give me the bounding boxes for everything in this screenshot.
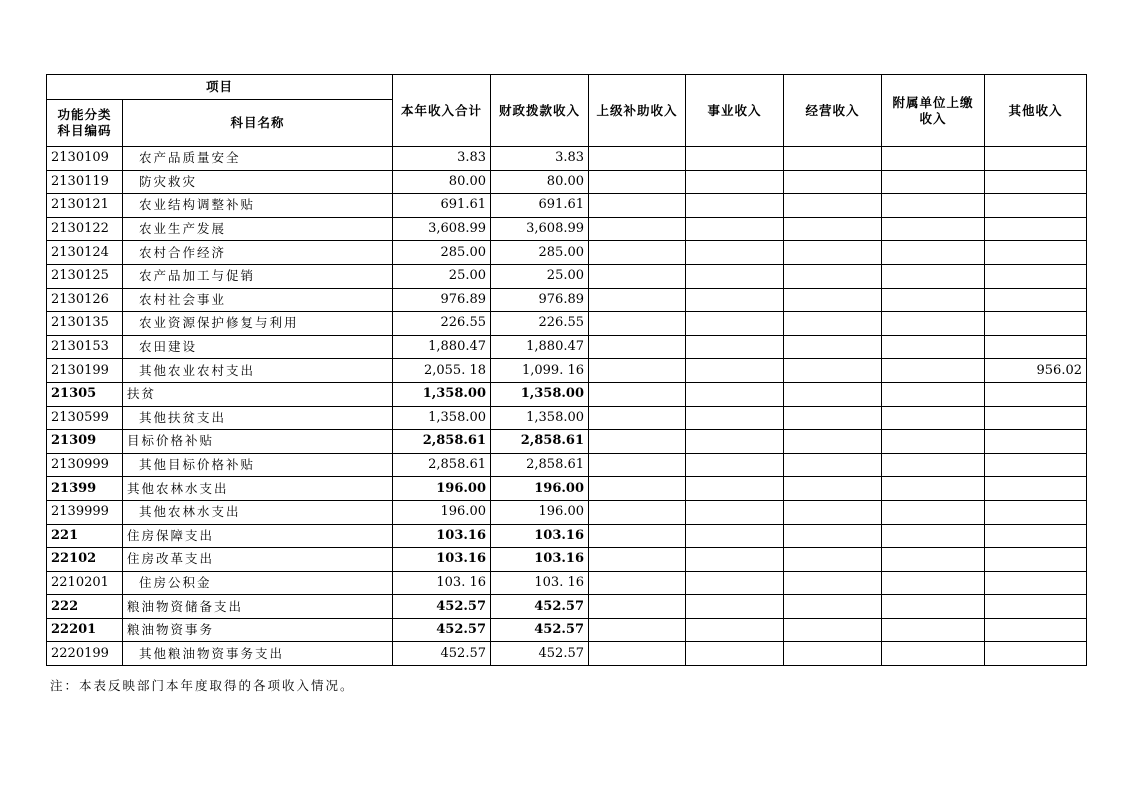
cell-upper-subsidy xyxy=(589,147,686,171)
cell-operating-revenue xyxy=(784,595,882,619)
cell-subject-name: 住房保障支出 xyxy=(123,524,393,548)
cell-business-revenue xyxy=(686,430,784,454)
cell-upper-subsidy xyxy=(589,241,686,265)
cell-upper-subsidy xyxy=(589,524,686,548)
cell-affiliate-remittance xyxy=(882,382,985,406)
cell-total-revenue: 452.57 xyxy=(393,595,491,619)
cell-total-revenue: 2,858.61 xyxy=(393,430,491,454)
table-row xyxy=(47,548,1087,572)
header-affiliate-remittance: 附属单位上缴收入 xyxy=(882,75,985,147)
cell-operating-revenue xyxy=(784,147,882,171)
cell-fiscal-appropriation: 103.16 xyxy=(491,524,589,548)
cell-function-code: 2130126 xyxy=(47,288,123,312)
cell-total-revenue: 452.57 xyxy=(393,642,491,666)
cell-function-code: 2139999 xyxy=(47,500,123,524)
cell-other-revenue xyxy=(985,500,1087,524)
table-row xyxy=(47,453,1087,477)
header-operating-revenue: 经营收入 xyxy=(784,75,882,147)
cell-other-revenue xyxy=(985,430,1087,454)
header-total-revenue: 本年收入合计 xyxy=(393,75,491,147)
table-row xyxy=(47,312,1087,336)
cell-business-revenue xyxy=(686,382,784,406)
table-row xyxy=(47,430,1087,454)
cell-business-revenue xyxy=(686,571,784,595)
table-row xyxy=(47,241,1087,265)
cell-total-revenue: 285.00 xyxy=(393,241,491,265)
cell-other-revenue xyxy=(985,335,1087,359)
cell-affiliate-remittance xyxy=(882,147,985,171)
cell-operating-revenue xyxy=(784,642,882,666)
cell-business-revenue xyxy=(686,241,784,265)
cell-upper-subsidy xyxy=(589,217,686,241)
cell-business-revenue xyxy=(686,194,784,218)
table-row xyxy=(47,406,1087,430)
header-subject-name: 科目名称 xyxy=(123,100,393,147)
cell-function-code: 2130109 xyxy=(47,147,123,171)
cell-subject-name: 其他农林水支出 xyxy=(123,500,393,524)
cell-operating-revenue xyxy=(784,264,882,288)
cell-upper-subsidy xyxy=(589,170,686,194)
cell-affiliate-remittance xyxy=(882,217,985,241)
cell-operating-revenue xyxy=(784,430,882,454)
cell-business-revenue xyxy=(686,618,784,642)
cell-operating-revenue xyxy=(784,335,882,359)
cell-fiscal-appropriation: 452.57 xyxy=(491,618,589,642)
cell-business-revenue xyxy=(686,406,784,430)
cell-business-revenue xyxy=(686,147,784,171)
cell-function-code: 2130125 xyxy=(47,264,123,288)
cell-function-code: 2130599 xyxy=(47,406,123,430)
cell-subject-name: 住房公积金 xyxy=(123,571,393,595)
table-row xyxy=(47,335,1087,359)
cell-other-revenue xyxy=(985,382,1087,406)
cell-business-revenue xyxy=(686,335,784,359)
cell-other-revenue xyxy=(985,264,1087,288)
cell-subject-name: 防灾救灾 xyxy=(123,170,393,194)
table-row xyxy=(47,524,1087,548)
cell-other-revenue xyxy=(985,642,1087,666)
table-row xyxy=(47,382,1087,406)
cell-upper-subsidy xyxy=(589,430,686,454)
table-row xyxy=(47,359,1087,383)
cell-other-revenue xyxy=(985,571,1087,595)
cell-total-revenue: 976.89 xyxy=(393,288,491,312)
cell-other-revenue: 956.02 xyxy=(985,359,1087,383)
cell-business-revenue xyxy=(686,500,784,524)
cell-fiscal-appropriation: 2,858.61 xyxy=(491,453,589,477)
cell-subject-name: 农村合作经济 xyxy=(123,241,393,265)
table-row xyxy=(47,288,1087,312)
cell-fiscal-appropriation: 25.00 xyxy=(491,264,589,288)
cell-business-revenue xyxy=(686,359,784,383)
cell-affiliate-remittance xyxy=(882,595,985,619)
cell-fiscal-appropriation: 1,358.00 xyxy=(491,382,589,406)
cell-upper-subsidy xyxy=(589,453,686,477)
cell-function-code: 221 xyxy=(47,524,123,548)
cell-affiliate-remittance xyxy=(882,335,985,359)
cell-operating-revenue xyxy=(784,571,882,595)
cell-operating-revenue xyxy=(784,359,882,383)
cell-affiliate-remittance xyxy=(882,524,985,548)
cell-other-revenue xyxy=(985,524,1087,548)
table-row xyxy=(47,618,1087,642)
cell-upper-subsidy xyxy=(589,595,686,619)
cell-total-revenue: 452.57 xyxy=(393,618,491,642)
cell-subject-name: 其他扶贫支出 xyxy=(123,406,393,430)
cell-operating-revenue xyxy=(784,524,882,548)
cell-total-revenue: 2,858.61 xyxy=(393,453,491,477)
cell-function-code: 2130122 xyxy=(47,217,123,241)
cell-other-revenue xyxy=(985,477,1087,501)
header-project: 项目 xyxy=(47,75,393,100)
cell-subject-name: 其他目标价格补贴 xyxy=(123,453,393,477)
cell-fiscal-appropriation: 1,880.47 xyxy=(491,335,589,359)
table-row xyxy=(47,477,1087,501)
cell-operating-revenue xyxy=(784,477,882,501)
cell-other-revenue xyxy=(985,406,1087,430)
cell-fiscal-appropriation: 2,858.61 xyxy=(491,430,589,454)
cell-other-revenue xyxy=(985,618,1087,642)
header-fiscal-appropriation: 财政拨款收入 xyxy=(491,75,589,147)
cell-business-revenue xyxy=(686,642,784,666)
cell-business-revenue xyxy=(686,477,784,501)
cell-fiscal-appropriation: 452.57 xyxy=(491,595,589,619)
cell-upper-subsidy xyxy=(589,382,686,406)
cell-upper-subsidy xyxy=(589,500,686,524)
cell-total-revenue: 3,608.99 xyxy=(393,217,491,241)
cell-business-revenue xyxy=(686,217,784,241)
table-row xyxy=(47,642,1087,666)
cell-upper-subsidy xyxy=(589,406,686,430)
cell-function-code: 2210201 xyxy=(47,571,123,595)
cell-fiscal-appropriation: 226.55 xyxy=(491,312,589,336)
cell-affiliate-remittance xyxy=(882,264,985,288)
cell-business-revenue xyxy=(686,288,784,312)
cell-subject-name: 其他农林水支出 xyxy=(123,477,393,501)
cell-affiliate-remittance xyxy=(882,406,985,430)
cell-affiliate-remittance xyxy=(882,170,985,194)
cell-upper-subsidy xyxy=(589,335,686,359)
cell-fiscal-appropriation: 196.00 xyxy=(491,477,589,501)
table-row xyxy=(47,194,1087,218)
header-other-revenue: 其他收入 xyxy=(985,75,1087,147)
cell-other-revenue xyxy=(985,147,1087,171)
cell-other-revenue xyxy=(985,194,1087,218)
cell-total-revenue: 226.55 xyxy=(393,312,491,336)
cell-total-revenue: 196.00 xyxy=(393,477,491,501)
cell-operating-revenue xyxy=(784,194,882,218)
cell-affiliate-remittance xyxy=(882,548,985,572)
cell-subject-name: 住房改革支出 xyxy=(123,548,393,572)
cell-function-code: 2220199 xyxy=(47,642,123,666)
cell-other-revenue xyxy=(985,241,1087,265)
cell-function-code: 2130199 xyxy=(47,359,123,383)
cell-fiscal-appropriation: 3,608.99 xyxy=(491,217,589,241)
cell-operating-revenue xyxy=(784,453,882,477)
cell-subject-name: 粮油物资事务 xyxy=(123,618,393,642)
cell-fiscal-appropriation: 285.00 xyxy=(491,241,589,265)
table-note: 注：本表反映部门本年度取得的各项收入情况。 xyxy=(50,678,355,693)
cell-total-revenue: 1,880.47 xyxy=(393,335,491,359)
cell-subject-name: 目标价格补贴 xyxy=(123,430,393,454)
cell-function-code: 222 xyxy=(47,595,123,619)
cell-operating-revenue xyxy=(784,312,882,336)
cell-business-revenue xyxy=(686,453,784,477)
cell-function-code: 21305 xyxy=(47,382,123,406)
cell-fiscal-appropriation: 103. 16 xyxy=(491,571,589,595)
cell-affiliate-remittance xyxy=(882,312,985,336)
cell-function-code: 22201 xyxy=(47,618,123,642)
cell-total-revenue: 1,358.00 xyxy=(393,406,491,430)
table-row xyxy=(47,500,1087,524)
cell-subject-name: 农业结构调整补贴 xyxy=(123,194,393,218)
cell-fiscal-appropriation: 103.16 xyxy=(491,548,589,572)
cell-total-revenue: 80.00 xyxy=(393,170,491,194)
cell-business-revenue xyxy=(686,524,784,548)
cell-affiliate-remittance xyxy=(882,241,985,265)
cell-upper-subsidy xyxy=(589,618,686,642)
cell-upper-subsidy xyxy=(589,312,686,336)
revenue-table-container xyxy=(46,74,1087,666)
cell-operating-revenue xyxy=(784,382,882,406)
table-row xyxy=(47,595,1087,619)
cell-total-revenue: 103. 16 xyxy=(393,571,491,595)
cell-function-code: 2130153 xyxy=(47,335,123,359)
cell-operating-revenue xyxy=(784,217,882,241)
cell-other-revenue xyxy=(985,595,1087,619)
cell-affiliate-remittance xyxy=(882,430,985,454)
cell-upper-subsidy xyxy=(589,264,686,288)
cell-function-code: 2130135 xyxy=(47,312,123,336)
cell-upper-subsidy xyxy=(589,359,686,383)
cell-subject-name: 扶贫 xyxy=(123,382,393,406)
cell-subject-name: 其他农业农村支出 xyxy=(123,359,393,383)
cell-fiscal-appropriation: 196.00 xyxy=(491,500,589,524)
cell-total-revenue: 3.83 xyxy=(393,147,491,171)
cell-fiscal-appropriation: 1,099. 16 xyxy=(491,359,589,383)
header-business-revenue: 事业收入 xyxy=(686,75,784,147)
cell-function-code: 2130121 xyxy=(47,194,123,218)
cell-business-revenue xyxy=(686,312,784,336)
cell-function-code: 2130124 xyxy=(47,241,123,265)
cell-operating-revenue xyxy=(784,170,882,194)
cell-subject-name: 农村社会事业 xyxy=(123,288,393,312)
cell-other-revenue xyxy=(985,548,1087,572)
cell-function-code: 2130119 xyxy=(47,170,123,194)
cell-affiliate-remittance xyxy=(882,571,985,595)
cell-affiliate-remittance xyxy=(882,359,985,383)
cell-operating-revenue xyxy=(784,288,882,312)
cell-other-revenue xyxy=(985,453,1087,477)
cell-operating-revenue xyxy=(784,406,882,430)
cell-upper-subsidy xyxy=(589,642,686,666)
cell-function-code: 22102 xyxy=(47,548,123,572)
table-row xyxy=(47,170,1087,194)
cell-subject-name: 农田建设 xyxy=(123,335,393,359)
header-function-code: 功能分类科目编码 xyxy=(47,100,123,147)
cell-business-revenue xyxy=(686,595,784,619)
cell-upper-subsidy xyxy=(589,194,686,218)
cell-function-code: 2130999 xyxy=(47,453,123,477)
cell-operating-revenue xyxy=(784,241,882,265)
cell-business-revenue xyxy=(686,264,784,288)
cell-subject-name: 农业资源保护修复与利用 xyxy=(123,312,393,336)
cell-subject-name: 农产品加工与促销 xyxy=(123,264,393,288)
cell-affiliate-remittance xyxy=(882,194,985,218)
cell-subject-name: 农产品质量安全 xyxy=(123,147,393,171)
cell-fiscal-appropriation: 691.61 xyxy=(491,194,589,218)
table-row xyxy=(47,264,1087,288)
header-upper-subsidy: 上级补助收入 xyxy=(589,75,686,147)
cell-upper-subsidy xyxy=(589,571,686,595)
cell-affiliate-remittance xyxy=(882,288,985,312)
cell-total-revenue: 25.00 xyxy=(393,264,491,288)
cell-fiscal-appropriation: 3.83 xyxy=(491,147,589,171)
cell-function-code: 21399 xyxy=(47,477,123,501)
cell-business-revenue xyxy=(686,170,784,194)
cell-fiscal-appropriation: 976.89 xyxy=(491,288,589,312)
cell-operating-revenue xyxy=(784,500,882,524)
table-row xyxy=(47,147,1087,171)
revenue-table xyxy=(46,74,1087,666)
cell-business-revenue xyxy=(686,548,784,572)
cell-operating-revenue xyxy=(784,618,882,642)
cell-affiliate-remittance xyxy=(882,642,985,666)
cell-subject-name: 农业生产发展 xyxy=(123,217,393,241)
cell-upper-subsidy xyxy=(589,548,686,572)
cell-subject-name: 粮油物资储备支出 xyxy=(123,595,393,619)
cell-upper-subsidy xyxy=(589,477,686,501)
table-body xyxy=(47,147,1087,666)
cell-total-revenue: 2,055. 18 xyxy=(393,359,491,383)
cell-upper-subsidy xyxy=(589,288,686,312)
cell-total-revenue: 103.16 xyxy=(393,548,491,572)
cell-subject-name: 其他粮油物资事务支出 xyxy=(123,642,393,666)
cell-total-revenue: 1,358.00 xyxy=(393,382,491,406)
cell-affiliate-remittance xyxy=(882,618,985,642)
cell-affiliate-remittance xyxy=(882,500,985,524)
table-row xyxy=(47,571,1087,595)
table-row xyxy=(47,217,1087,241)
cell-fiscal-appropriation: 1,358.00 xyxy=(491,406,589,430)
cell-operating-revenue xyxy=(784,548,882,572)
cell-affiliate-remittance xyxy=(882,453,985,477)
cell-affiliate-remittance xyxy=(882,477,985,501)
cell-other-revenue xyxy=(985,217,1087,241)
cell-total-revenue: 691.61 xyxy=(393,194,491,218)
cell-fiscal-appropriation: 80.00 xyxy=(491,170,589,194)
cell-other-revenue xyxy=(985,170,1087,194)
cell-other-revenue xyxy=(985,312,1087,336)
cell-function-code: 21309 xyxy=(47,430,123,454)
cell-other-revenue xyxy=(985,288,1087,312)
cell-total-revenue: 196.00 xyxy=(393,500,491,524)
cell-fiscal-appropriation: 452.57 xyxy=(491,642,589,666)
cell-total-revenue: 103.16 xyxy=(393,524,491,548)
